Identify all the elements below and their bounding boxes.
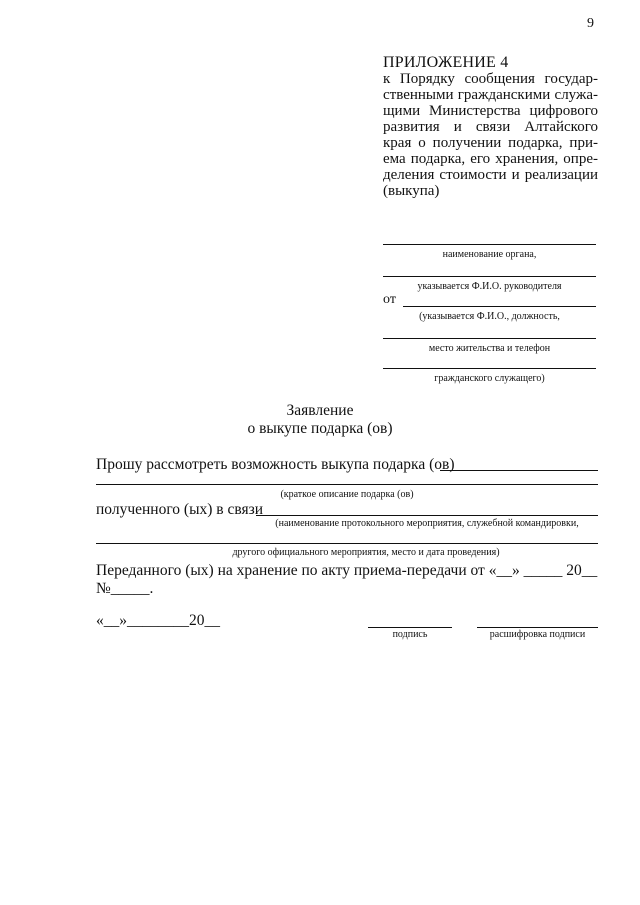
appendix-line: ема подарка, его хранения, опре-: [383, 151, 598, 167]
head-caption: указывается Ф.И.О. руководителя: [417, 281, 562, 292]
appendix-line: края о получении подарка, при-: [383, 135, 598, 151]
number-text: №_____.: [96, 580, 154, 597]
servant-caption: гражданского служащего): [434, 373, 545, 384]
from-label: от: [383, 292, 396, 307]
appendix-header: [383, 55, 598, 199]
appendix-line: (выкупа): [383, 183, 440, 199]
organ-caption: наименование органа,: [442, 249, 537, 260]
head-line[interactable]: [383, 276, 596, 277]
from-line[interactable]: [403, 306, 596, 307]
decode-caption: расшифровка подписи: [489, 629, 586, 640]
residence-line[interactable]: [383, 338, 596, 339]
appendix-line: ственными гражданскими служа-: [383, 87, 598, 103]
gift-description-line[interactable]: [96, 484, 598, 485]
servant-line[interactable]: [383, 368, 596, 369]
event-line[interactable]: [96, 543, 598, 544]
appendix-line: развития и связи Алтайского: [383, 119, 598, 135]
appendix-line: к Порядку сообщения государ-: [383, 71, 598, 87]
transfer-text: Переданного (ых) на хранение по акту приема-передачи от «__» _____ 20__: [96, 562, 598, 579]
request-line[interactable]: [440, 470, 598, 471]
signature-caption: подпись: [392, 629, 428, 640]
organ-line[interactable]: [383, 244, 596, 245]
event-caption: (наименование протокольного мероприятия, служебной командировки,: [275, 518, 579, 529]
received-line[interactable]: [256, 515, 598, 516]
appendix-line: щими Министерства цифрового: [383, 103, 598, 119]
decode-line[interactable]: [477, 627, 598, 628]
signature-line[interactable]: [368, 627, 452, 628]
date-text: «__»________20__: [96, 612, 220, 629]
other-event-caption: другого официального мероприятия, место и дата проведения): [232, 547, 500, 558]
document-subtitle: о выкупе подарка (ов): [247, 420, 393, 437]
page-number: 9: [587, 16, 594, 31]
document-title: Заявление: [286, 402, 354, 419]
request-text: Прошу рассмотреть возможность выкупа подарка (ов): [96, 456, 455, 473]
residence-caption: место жительства и телефон: [428, 343, 551, 354]
from-caption: (указывается Ф.И.О., должность,: [419, 311, 560, 322]
received-text: полученного (ых) в связи: [96, 501, 264, 518]
appendix-line: деления стоимости и реализации: [383, 167, 598, 183]
gift-caption: (краткое описание подарка (ов): [280, 489, 414, 500]
appendix-title: ПРИЛОЖЕНИЕ 4: [383, 54, 509, 71]
